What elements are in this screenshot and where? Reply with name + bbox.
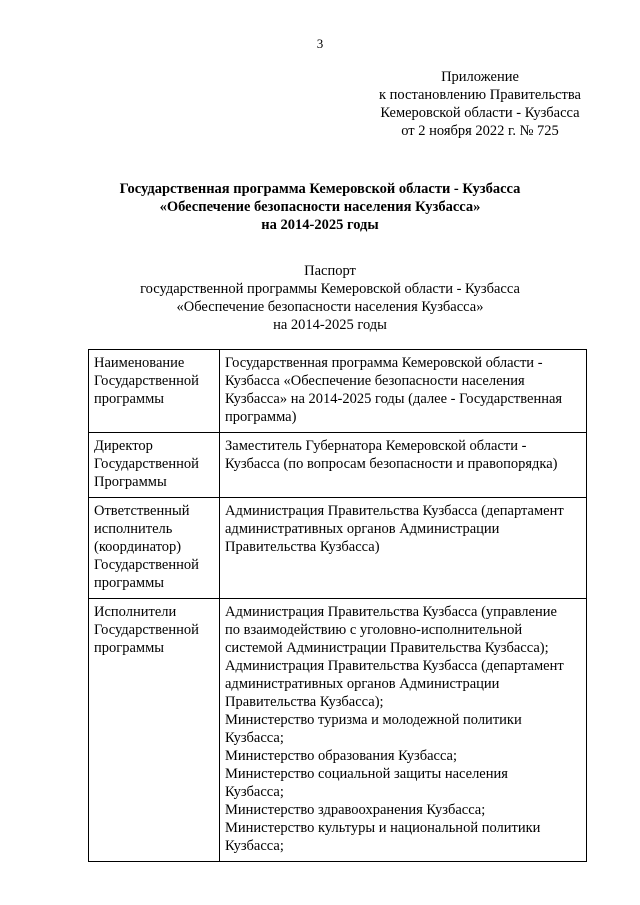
program-title-line: на 2014-2025 годы bbox=[261, 217, 379, 233]
row-label-line: Государственной bbox=[94, 622, 199, 638]
row-label-line: Государственной bbox=[94, 373, 199, 389]
passport-heading-line: Паспорт bbox=[304, 263, 356, 279]
row-value-line: системой Администрации Правительства Кузбасса); bbox=[225, 640, 549, 656]
row-value-line: административных органов Администрации bbox=[225, 521, 500, 537]
row-label-line: Ответственный bbox=[94, 503, 190, 519]
row-label-line: программы bbox=[94, 391, 164, 407]
row-value-line: Администрация Правительства Кузбасса (департамент bbox=[225, 658, 564, 674]
row-value-line: Министерство туризма и молодежной политики bbox=[225, 712, 522, 728]
row-value-line: Правительства Кузбасса) bbox=[225, 539, 380, 555]
row-value-line: Кузбасса (по вопросам безопасности и правопорядка) bbox=[225, 456, 558, 472]
passport-heading-line: государственной программы Кемеровской области - Кузбасса bbox=[140, 281, 520, 297]
row-label-line: Программы bbox=[94, 474, 167, 490]
row-value-line: Министерство здравоохранения Кузбасса; bbox=[225, 802, 486, 818]
appendix-line: к постановлению Правительства bbox=[379, 87, 581, 103]
row-value-line: Государственная программа Кемеровской области - bbox=[225, 355, 543, 371]
passport-table bbox=[88, 349, 587, 862]
row-label-cell bbox=[89, 350, 220, 433]
row-label-line: Государственной bbox=[94, 456, 199, 472]
passport-heading bbox=[60, 262, 600, 334]
appendix-block bbox=[360, 68, 600, 140]
row-label-line: Исполнители bbox=[94, 604, 177, 620]
row-label-line: Наименование bbox=[94, 355, 185, 371]
row-label-line: Директор bbox=[94, 438, 153, 454]
table-row bbox=[89, 433, 587, 498]
row-label-line: программы bbox=[94, 575, 164, 591]
row-value-line: Кузбасса» на 2014-2025 годы (далее - Государственная bbox=[225, 391, 563, 407]
row-value-line: административных органов Администрации bbox=[225, 676, 500, 692]
row-label-line: Государственной bbox=[94, 557, 199, 573]
row-value-line: Администрация Правительства Кузбасса (департамент bbox=[225, 503, 564, 519]
row-value-line: Кузбасса; bbox=[225, 838, 284, 854]
row-label-cell bbox=[89, 498, 220, 599]
row-value-line: Правительства Кузбасса); bbox=[225, 694, 384, 710]
row-value-line: программа) bbox=[225, 409, 297, 425]
row-value-line: Заместитель Губернатора Кемеровской области - bbox=[225, 438, 527, 454]
appendix-line: Кемеровской области - Кузбасса bbox=[380, 105, 580, 121]
program-title-line: Государственная программа Кемеровской области - Кузбасса bbox=[119, 181, 521, 197]
passport-heading-line: «Обеспечение безопасности населения Кузбасса» bbox=[176, 299, 484, 315]
row-value-line: по взаимодействию с уголовно-исполнительной bbox=[225, 622, 523, 638]
row-value-line: Кузбасса; bbox=[225, 730, 284, 746]
program-title bbox=[60, 180, 580, 234]
row-value-line: Администрация Правительства Кузбасса (управление bbox=[225, 604, 557, 620]
row-value-cell bbox=[220, 498, 587, 599]
row-value-cell bbox=[220, 433, 587, 498]
row-value-line: Министерство социальной защиты населения bbox=[225, 766, 508, 782]
appendix-line: Приложение bbox=[441, 69, 519, 85]
row-value-cell bbox=[220, 599, 587, 862]
page-number: 3 bbox=[316, 36, 324, 51]
row-value-line: Министерство культуры и национальной политики bbox=[225, 820, 541, 836]
row-label-cell bbox=[89, 599, 220, 862]
row-label-line: (координатор) bbox=[94, 539, 182, 555]
row-label-line: программы bbox=[94, 640, 164, 656]
program-title-line: «Обеспечение безопасности населения Кузбасса» bbox=[159, 199, 481, 215]
row-label-cell bbox=[89, 433, 220, 498]
table-row bbox=[89, 599, 587, 862]
row-value-line: Кузбасса; bbox=[225, 784, 284, 800]
row-value-line: Кузбасса «Обеспечение безопасности населения bbox=[225, 373, 525, 389]
table-row bbox=[89, 498, 587, 599]
table-row bbox=[89, 350, 587, 433]
passport-heading-line: на 2014-2025 годы bbox=[273, 317, 387, 333]
appendix-line: от 2 ноября 2022 г. № 725 bbox=[401, 123, 559, 139]
row-value-cell bbox=[220, 350, 587, 433]
row-value-line: Министерство образования Кузбасса; bbox=[225, 748, 458, 764]
row-label-line: исполнитель bbox=[94, 521, 173, 537]
